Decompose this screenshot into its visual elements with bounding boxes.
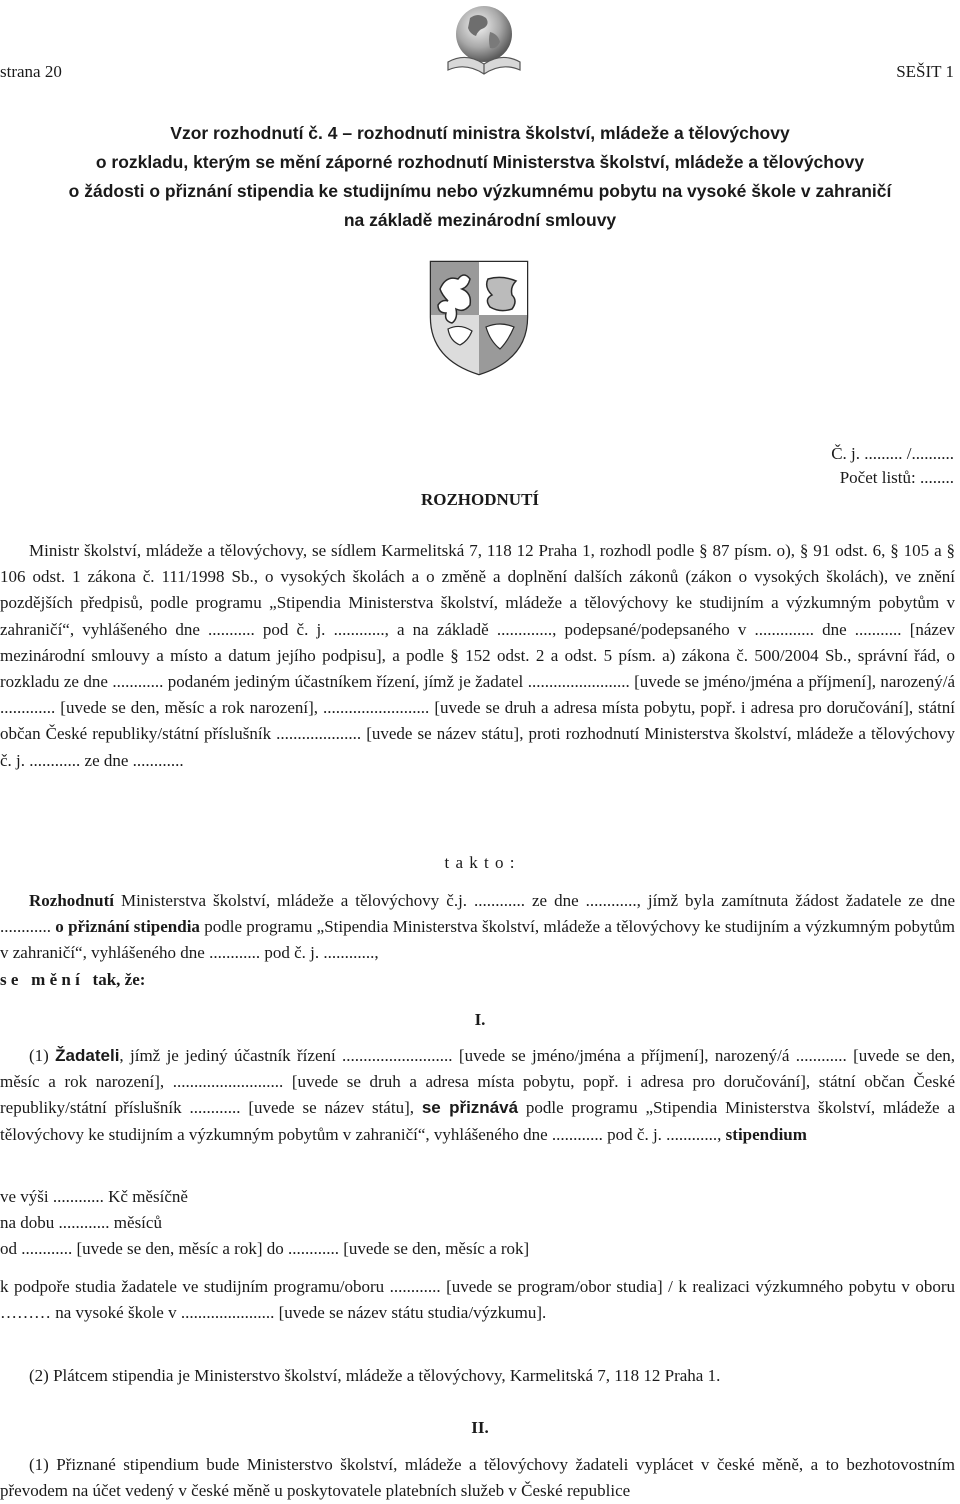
- decision-text-a: Rozhodnutí: [29, 891, 115, 910]
- support-paragraph: [0, 1274, 955, 1326]
- section-1-number: I.: [474, 1010, 486, 1029]
- decision-change-line: s e m ě n í tak, že:: [0, 969, 146, 989]
- stipend-terms: [0, 1184, 955, 1263]
- s1p1-f: stipendium: [725, 1124, 807, 1144]
- section-1-paragraph-2: [0, 1363, 955, 1389]
- document-title: [0, 119, 960, 235]
- title-line: o žádosti o přiznání stipendia ke studijnímu nebo výzkumnému pobytu na vysoké škole v zahraničí: [68, 181, 892, 201]
- takto-heading: t a k t o :: [444, 853, 516, 872]
- decision-paragraph: [0, 888, 955, 993]
- title-line: Vzor rozhodnutí č. 4 – rozhodnutí ministra školství, mládeže a tělovýchovy: [170, 123, 790, 143]
- payment-text: (1) Přiznané stipendium bude Ministerstvo školství, mládeže a tělovýchovy žadateli vyplácet v české měně, a to bezhotovostním převodem na účet vedený v české měně u poskytovatele platebních služeb v České republice: [0, 1455, 955, 1501]
- term-period: od ............ [uvede se den, měsíc a rok] do ............ [uvede se den, měsíc a rok]: [0, 1239, 530, 1259]
- intro-paragraph: [0, 538, 955, 774]
- page-number: strana 20: [0, 62, 62, 81]
- reference-block: [831, 442, 954, 490]
- support-text: k podpoře studia žadatele ve studijním programu/oboru ............ [uvede se program/obor studia] / k realizaci výzkumného pobytu v oboru ……… na vysoké škole v ...................... [uvede se název státu studia/výzkumu].: [0, 1277, 955, 1323]
- title-line: na základě mezinárodní smlouvy: [343, 210, 617, 230]
- intro-text-a: Ministr školství, mládeže a tělovýchovy, se sídlem Karmelitská 7, 118 12 Praha 1, rozhodl podle § 87 písm. o), § 91 odst. 6, § 105 a § 106 odst. 1 zákona č. 111/1998 Sb.: [0, 541, 955, 587]
- decision-text-c: o přiznání stipendia: [55, 917, 200, 937]
- section-1-paragraph-1: [0, 1043, 955, 1148]
- s1p1-c: , jímž je jediný účastník řízení .......................... [uvede se jméno/jména a příjmení], narozený/á ............ [uvede se den, měsíc a rok narození], .......................... [uvede se druh a adresa místa pobytu, popř. i adresa pro doručování], státní občan České republiky/státní příslušník ............ [uvede se název státu],: [0, 1046, 955, 1118]
- coat-of-arms-emblem: [428, 259, 530, 377]
- payer-text: (2) Plátcem stipendia je Ministerstvo školství, mládeže a tělovýchovy, Karmelitská 7, 118 12 Praha 1.: [29, 1366, 721, 1385]
- case-number: Č. j. ......... /..........: [831, 444, 954, 463]
- s1p1-b: Žadateli: [55, 1046, 120, 1065]
- globe-book-logo: [440, 2, 526, 82]
- section-2-paragraph-1: [0, 1452, 955, 1504]
- sheet-count: Počet listů: ........: [839, 468, 954, 487]
- title-line: o rozkladu, kterým se mění záporné rozhodnutí Ministerstva školství, mládeže a tělovýchovy: [95, 152, 865, 172]
- term-duration: na dobu ............ měsíců: [0, 1213, 162, 1233]
- s1p1-e: podle programu „Stipendia Ministerstva školství, mládeže a tělovýchovy ke studijním a výzkumným pobytům v zahraničí“, vyhlášeného dne ............ pod č. j. ............,: [0, 1098, 955, 1144]
- s1p1-a: (1): [29, 1046, 56, 1065]
- intro-text-b: , o vysokých školách a o změně a doplnění dalších zákonů (zákon o vysokých školách), ve znění pozdějších předpisů, podle programu „Stipendia Ministerstva školství, mládeže a tělovýchovy ke studijním a výzkumným pobytům v zahraničí“, vyhlášeného dne ........... pod č. j. ............, a na základě ............., podepsané/podepsaného v .............. dne ........... [název mezinárodní smlouvy a místo a datum jejího podpisu], a podle § 152 odst. 2 a odst. 5 písm. a) zákona č. 500/2004 Sb.: [0, 567, 955, 665]
- intro-text-c: , správní řád, o rozkladu ze dne ............ podaném jediným účastníkem řízení, jímž je žadatel ........................ [uvede se jméno/jména a příjmení], narozený/á ............. [uvede se den, měsíc a rok narození], ......................... [uvede se druh a adresa místa pobytu, popř. i adresa pro doručování], státní občan České republiky/státní příslušník .................... [uvede se název státu], proti rozhodnutí Ministerstva školství, mládeže a tělovýchovy č. j. ............ ze dne ............: [0, 645, 955, 770]
- decision-heading: ROZHODNUTÍ: [420, 490, 540, 509]
- section-2-number: II.: [471, 1418, 489, 1437]
- decision-text-d: podle programu „Stipendia Ministerstva školství, mládeže a tělovýchovy ke studijním a výzkumným pobytům v zahraničí“, vyhlášeného dne ............ pod č. j. ............,: [0, 917, 955, 963]
- term-amount: ve výši ............ Kč měsíčně: [0, 1187, 188, 1206]
- decision-text-b: Ministerstva školství, mládeže a tělovýchovy č.j. ............ ze dne ............, jímž byla zamítnuta žádost žadatele ze dne ............: [0, 891, 955, 937]
- s1p1-d: se přiznává: [421, 1098, 519, 1118]
- issue-label: SEŠIT 1: [896, 62, 954, 81]
